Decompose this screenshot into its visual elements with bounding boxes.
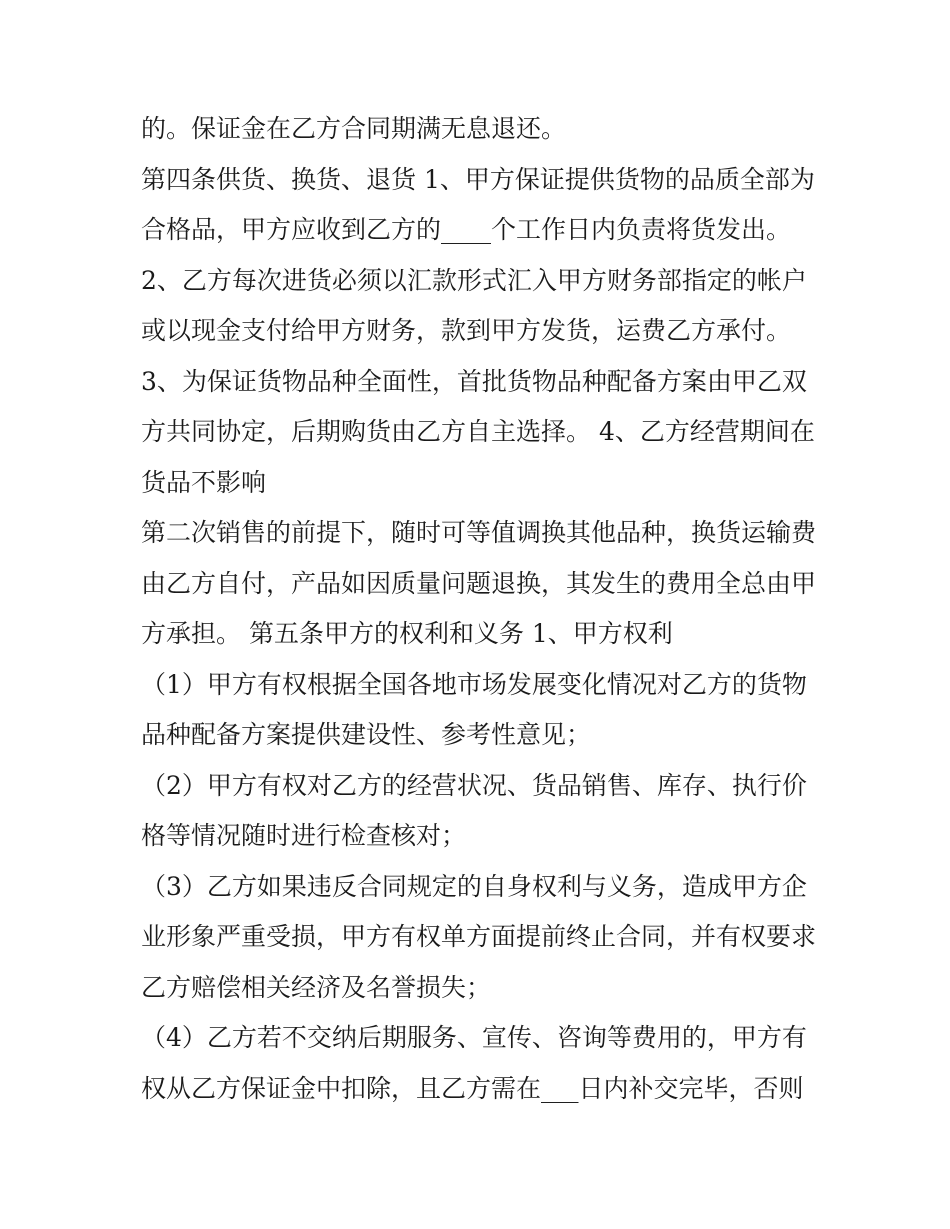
text-line: 方承担。 第五条甲方的权利和义务 1、甲方权利	[141, 619, 673, 648]
text-line: 合格品，甲方应收到乙方的____个工作日内负责将货发出。	[141, 215, 792, 244]
document-body	[141, 104, 821, 1114]
text-line: 货品不影响	[141, 467, 267, 497]
text-line: 第四条供货、换货、退货 1、甲方保证提供货物的品质全部为	[141, 164, 815, 194]
text-line: 2、乙方每次进货必须以汇款形式汇入甲方财务部指定的帐户	[141, 265, 807, 295]
text-line: 或以现金支付给甲方财务，款到甲方发货，运费乙方承付。	[141, 316, 792, 345]
text-line: 乙方赔偿相关经济及名誉损失；	[141, 972, 492, 1002]
text-line: （1）甲方有权根据全国各地市场发展变化情况对乙方的货物	[141, 669, 807, 699]
text-line: 格等情况随时进行检查核对；	[141, 821, 467, 850]
text-line: 方共同协定，后期购货由乙方自主选择。 4、乙方经营期间在	[141, 417, 815, 446]
text-line: （2）甲方有权对乙方的经营状况、货品销售、库存、执行价	[141, 770, 807, 800]
text-line: （4）乙方若不交纳后期服务、宣传、咨询等费用的，甲方有	[141, 1023, 807, 1052]
text-line: 第二次销售的前提下，随时可等值调换其他品种，换货运输费	[141, 518, 817, 547]
text-line: 3、为保证货物品种全面性，首批货物品种配备方案由甲乙双	[141, 366, 807, 396]
text-line: 由乙方自付，产品如因质量问题退换，其发生的费用全总由甲	[141, 568, 817, 598]
text-line: 的。保证金在乙方合同期满无息退还。	[141, 114, 567, 143]
text-line: 权从乙方保证金中扣除，且乙方需在___日内补交完毕，否则	[141, 1073, 804, 1103]
text-line: 业形象严重受损，甲方有权单方面提前终止合同，并有权要求	[141, 922, 817, 951]
text-line: 品种配备方案提供建设性、参考性意见；	[141, 720, 592, 749]
text-line: （3）乙方如果违反合同规定的自身权利与义务，造成甲方企	[141, 871, 807, 901]
